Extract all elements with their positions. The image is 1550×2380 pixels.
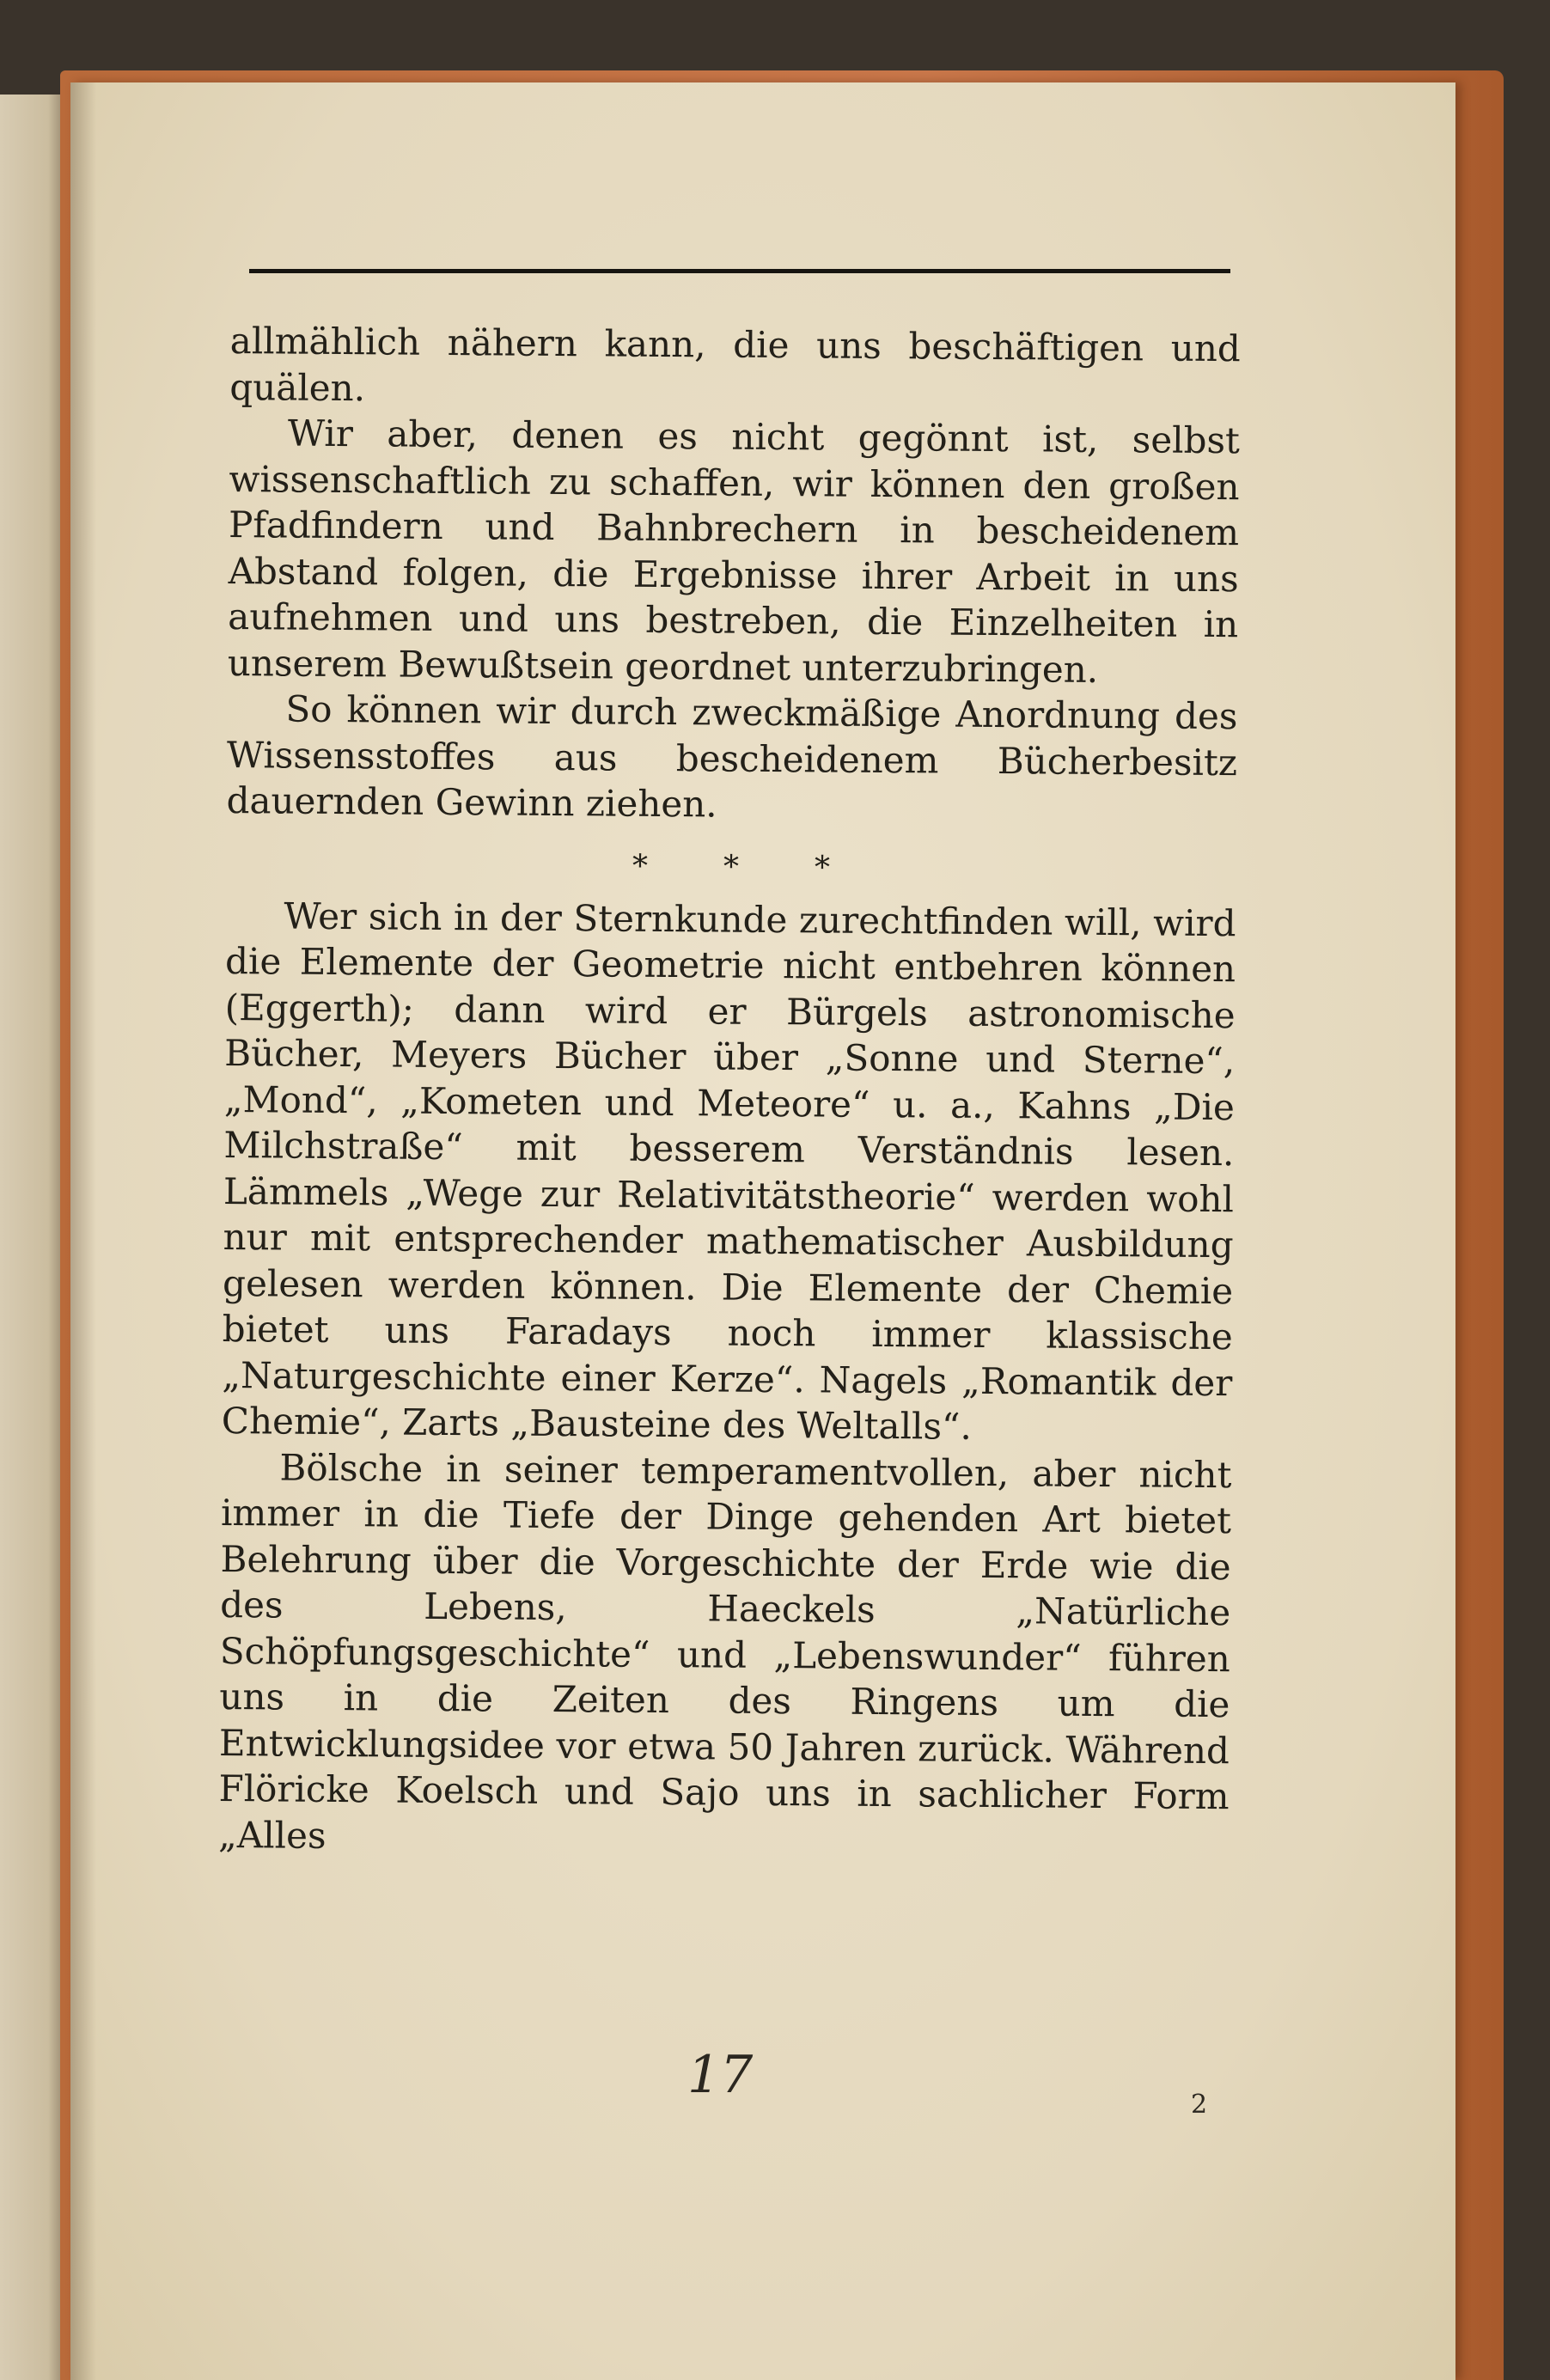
paragraph-3: So können wir durch zweckmäßige Anordnung des Wissensstoffes aus bescheidenem Bücherbesitz dauernden Gewinn ziehen.	[226, 687, 1238, 826]
paragraph-4: Wer sich in der Sternkunde zurechtfinden will, wird die Elemente der Geometrie nicht entbehren können (Eggerth); dann wird er Bürgels astronomische Bücher, Meyers Bücher über „Sonne und Sterne“, „Mond“, „Kometen und Meteore“ u. a., Kahns „Die Milchstraße“ mit besserem Verständnis lesen. Lämmels „Wege zur Relativitätstheorie“ werden wohl nur mit entsprechender mathematischer Ausbildung gelesen werden können. Die Elemente der Chemie bietet uns Faradays noch immer klassische „Naturgeschichte einer Kerze“. Nagels „Romantik der Chemie“, Zarts „Bausteine des Weltalls“.	[221, 894, 1236, 1448]
separator-star: *	[814, 849, 831, 886]
separator-star: *	[723, 849, 740, 885]
page-number: 17	[687, 2045, 754, 2105]
paragraph-1: allmählich nähern kann, die uns beschäftigen und quälen.	[229, 319, 1241, 409]
body-text	[218, 318, 1241, 1865]
page-gutter-shadow	[70, 82, 96, 2380]
left-page-edge	[0, 95, 69, 2380]
paragraph-2: Wir aber, denen es nicht gegönnt ist, selbst wissenschaftlich zu schaffen, wir können den großen Pfadfindern und Bahnbrechern in bescheidenem Abstand folgen, die Ergebnisse ihrer Arbeit in uns aufnehmen und uns bestreben, die Einzelheiten in unserem Bewußtsein geordnet unterzubringen.	[227, 412, 1241, 691]
paragraph-5: Bölsche in seiner temperamentvollen, aber nicht immer in die Tiefe der Dinge gehenden Art bietet Belehrung über die Vorgeschichte der Erde wie die des Lebens, Haeckels „Natürliche Schöpfungsgeschichte“ und „Lebenswunder“ führen uns in die Zeiten des Ringens um die Entwicklungsidee vor etwa 50 Jahren zurück. Während Flöricke Koelsch und Sajo uns in sachlicher Form „Alles	[217, 1445, 1232, 1857]
separator-star: *	[632, 848, 649, 884]
section-separator	[226, 842, 1236, 891]
header-rule	[249, 269, 1230, 273]
signature-mark: 2	[1191, 2090, 1208, 2120]
